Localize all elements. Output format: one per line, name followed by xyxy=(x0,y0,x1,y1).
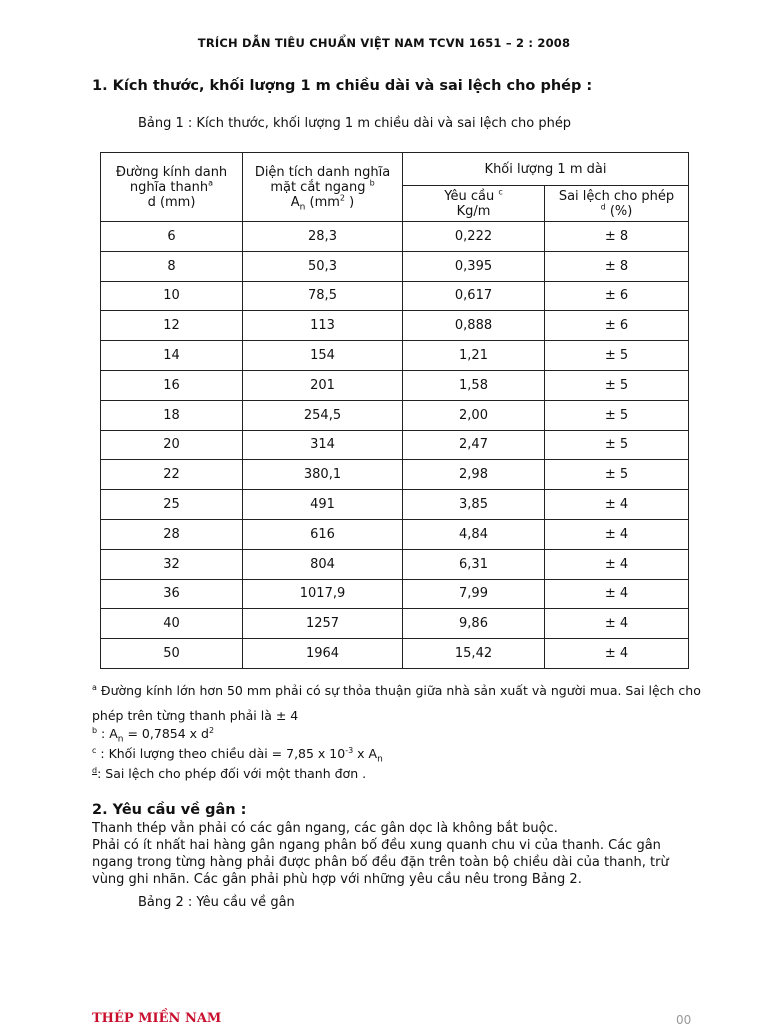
table-row xyxy=(101,490,689,520)
table-row xyxy=(101,519,689,549)
table-cell: 2,00 xyxy=(403,400,545,430)
table-cell: ± 4 xyxy=(545,609,689,639)
table-cell: ± 5 xyxy=(545,370,689,400)
table-cell: ± 5 xyxy=(545,341,689,371)
footnote-d: $^d$: Sai lệch cho phép đối với một thanh đơn . xyxy=(92,765,367,781)
table-cell: 50 xyxy=(101,639,243,669)
table-cell: ± 4 xyxy=(545,519,689,549)
table-1-caption: Bảng 1 : Kích thước, khối lượng 1 m chiều dài và sai lệch cho phép xyxy=(138,116,572,131)
table-cell: 254,5 xyxy=(243,400,403,430)
table-cell: 36 xyxy=(101,579,243,609)
table-cell: ± 8 xyxy=(545,222,689,252)
paragraph-1: Thanh thép vằn phải có các gân ngang, các gân dọc là không bắt buộc. xyxy=(92,821,558,836)
table-cell: 1017,9 xyxy=(243,579,403,609)
table-cell: 201 xyxy=(243,370,403,400)
header-tolerance: Sai lệch cho phép $^d$ (%) xyxy=(545,186,689,222)
table-row xyxy=(101,251,689,281)
footnote-c: $^c$ : Khối lượng theo chiều dài = 7,85 x $10^{-3}$ x $A_n$ xyxy=(92,745,383,765)
table-cell: 113 xyxy=(243,311,403,341)
table-cell: 28 xyxy=(101,519,243,549)
table-cell: 0,888 xyxy=(403,311,545,341)
table-cell: 4,84 xyxy=(403,519,545,549)
table-cell: 9,86 xyxy=(403,609,545,639)
table-cell: 154 xyxy=(243,341,403,371)
table-cell: 12 xyxy=(101,311,243,341)
table-row xyxy=(101,639,689,669)
table-cell: ± 6 xyxy=(545,281,689,311)
table-cell: 1964 xyxy=(243,639,403,669)
table-cell: ± 4 xyxy=(545,549,689,579)
table-2-caption: Bảng 2 : Yêu cầu về gân xyxy=(138,895,295,910)
table-cell: 15,42 xyxy=(403,639,545,669)
table-cell: 16 xyxy=(101,370,243,400)
table-cell: 3,85 xyxy=(403,490,545,520)
table-row xyxy=(101,341,689,371)
header-cross-section-area: Diện tích danh nghĩa mặt cắt ngang $^b$ $A_n$ ($mm^2$ ) xyxy=(243,153,403,222)
table-row xyxy=(101,222,689,252)
table-cell: 314 xyxy=(243,430,403,460)
table-cell: 616 xyxy=(243,519,403,549)
table-cell: 6,31 xyxy=(403,549,545,579)
footnote-b: $^b$ : $A_n = 0,7854$ x $d^2$ xyxy=(92,725,215,745)
header-nominal-diameter: Đường kính danh nghĩa thanh$^a$ d (mm) xyxy=(101,153,243,222)
section-2-body xyxy=(92,820,702,888)
table-row xyxy=(101,430,689,460)
table-cell: 25 xyxy=(101,490,243,520)
table-cell: 8 xyxy=(101,251,243,281)
table-header-row-1 xyxy=(101,153,689,186)
table-cell: 18 xyxy=(101,400,243,430)
table-cell: ± 4 xyxy=(545,490,689,520)
table-1 xyxy=(100,152,689,669)
table-cell: ± 5 xyxy=(545,400,689,430)
table-cell: 28,3 xyxy=(243,222,403,252)
document-header: TRÍCH DẪN TIÊU CHUẨN VIỆT NAM TCVN 1651 – 2 : 2008 xyxy=(197,36,571,50)
table-cell: 40 xyxy=(101,609,243,639)
footnote-a: $^a$ Đường kính lớn hơn 50 mm phải có sự thỏa thuận giữa nhà sản xuất và người mua. Sai lệch cho phép trên từng thanh phải là ± 4 xyxy=(92,682,701,723)
table-cell: 6 xyxy=(101,222,243,252)
table-cell: 491 xyxy=(243,490,403,520)
table-cell: 78,5 xyxy=(243,281,403,311)
table-cell: 380,1 xyxy=(243,460,403,490)
table-cell: 14 xyxy=(101,341,243,371)
table-cell: 32 xyxy=(101,549,243,579)
table-cell: ± 4 xyxy=(545,639,689,669)
table-cell: 2,98 xyxy=(403,460,545,490)
section-2-heading: 2. Yêu cầu về gân : xyxy=(92,802,247,818)
table-cell: 0,617 xyxy=(403,281,545,311)
table-row xyxy=(101,400,689,430)
table-row xyxy=(101,460,689,490)
table-row xyxy=(101,579,689,609)
table-cell: 50,3 xyxy=(243,251,403,281)
table-row xyxy=(101,549,689,579)
table-cell: 1257 xyxy=(243,609,403,639)
table-cell: ± 4 xyxy=(545,579,689,609)
table-cell: 0,222 xyxy=(403,222,545,252)
table-row xyxy=(101,311,689,341)
footer-brand: THÉP MIỀN NAM xyxy=(92,1011,222,1026)
table-cell: ± 8 xyxy=(545,251,689,281)
table-cell: 10 xyxy=(101,281,243,311)
paragraph-2: Phải có ít nhất hai hàng gân ngang phân bố đều xung quanh chu vi của thanh. Các gân ngang trong từng hàng phải được phân bố đều đặn trên toàn bộ chiều dài của thanh, trừ vùng ghi nhãn. Các gân phải phù hợp với những yêu cầu nêu trong Bảng 2. xyxy=(92,838,669,887)
table-cell: 804 xyxy=(243,549,403,579)
table-cell: ± 5 xyxy=(545,460,689,490)
header-mass-group: Khối lượng 1 m dài xyxy=(403,153,689,186)
table-cell: 1,58 xyxy=(403,370,545,400)
table-cell: ± 5 xyxy=(545,430,689,460)
table-cell: 20 xyxy=(101,430,243,460)
table-row xyxy=(101,370,689,400)
table-row xyxy=(101,281,689,311)
table-cell: 0,395 xyxy=(403,251,545,281)
header-required-mass: Yêu cầu $^c$ Kg/m xyxy=(403,186,545,222)
table-cell: ± 6 xyxy=(545,311,689,341)
section-1-heading: 1. Kích thước, khối lượng 1 m chiều dài và sai lệch cho phép : xyxy=(92,78,593,94)
page-indicator: 00 xyxy=(676,1013,692,1027)
table-cell: 1,21 xyxy=(403,341,545,371)
table-cell: 2,47 xyxy=(403,430,545,460)
table-cell: 22 xyxy=(101,460,243,490)
table-1-body xyxy=(101,222,689,669)
table-cell: 7,99 xyxy=(403,579,545,609)
table-row xyxy=(101,609,689,639)
